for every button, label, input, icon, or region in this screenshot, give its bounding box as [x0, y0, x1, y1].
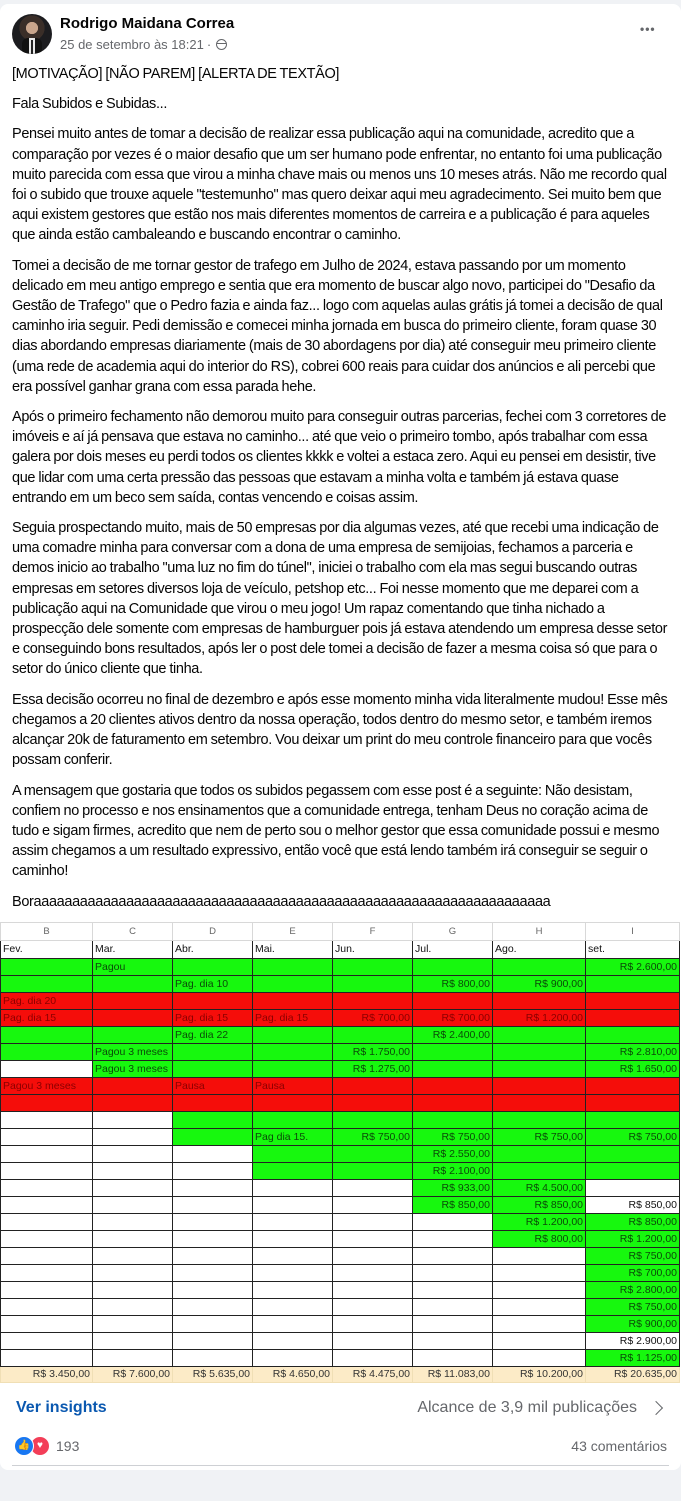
- table-row: [1, 1213, 680, 1230]
- table-cell: [1, 1332, 93, 1349]
- table-row: [1, 1094, 680, 1111]
- table-cell: [493, 1162, 586, 1179]
- table-cell: R$ 2.600,00: [586, 958, 680, 975]
- table-cell: [493, 1077, 586, 1094]
- divider: [12, 1465, 669, 1466]
- post-paragraph: Seguia prospectando muito, mais de 50 empresas por dia algumas vezes, até que recebi uma indicação de uma comadre minha para conversar com a dona de uma empresa de semijoias, fechamos a parceria e demos inicio ao trabalho "uma luz no fim do túnel", iniciei o trabalho com ela mas segui buscando outras empresas em setores diversos loja de veículo, petshop etc... Foi nesse momento que me deparei com a publicação aqui na Comunidade que virou o meu jogo! Um rapaz comentando que tinha nichado a prospecção dele somente com empresas de hamburguer pois já estava atendendo um empresa desse setor e conseguindo bons resultados, após ler o post dele tomei a decisão de fazer a mesma coisa só que para o setor do único cliente que tinha.: [12, 520, 668, 678]
- totals-row: [1, 1366, 680, 1382]
- table-cell: [586, 1026, 680, 1043]
- table-cell: R$ 750,00: [586, 1128, 680, 1145]
- table-cell: R$ 900,00: [586, 1315, 680, 1332]
- table-cell: [333, 1179, 413, 1196]
- table-cell: [173, 1315, 253, 1332]
- table-cell: R$ 1.200,00: [493, 1009, 586, 1026]
- table-cell: [493, 1298, 586, 1315]
- table-cell: [93, 1128, 173, 1145]
- month-header: Fev.: [1, 940, 93, 958]
- table-cell: [1, 1043, 93, 1060]
- table-cell: [1, 1162, 93, 1179]
- table-cell: R$ 2.400,00: [413, 1026, 493, 1043]
- table-cell: [493, 1026, 586, 1043]
- table-cell: R$ 850,00: [413, 1196, 493, 1213]
- column-letter: C: [93, 922, 173, 940]
- table-cell: R$ 2.900,00: [586, 1332, 680, 1349]
- table-cell: R$ 700,00: [333, 1009, 413, 1026]
- table-cell: Pag. dia 15: [173, 1009, 253, 1026]
- month-header-row: [1, 940, 680, 958]
- table-row: [1, 1349, 680, 1366]
- post-paragraph: Fala Subidos e Subidas...: [12, 96, 167, 113]
- table-cell: [253, 1111, 333, 1128]
- table-cell: [1, 958, 93, 975]
- table-cell: [93, 1026, 173, 1043]
- table-cell: [93, 1162, 173, 1179]
- post-paragraph: A mensagem que gostaria que todos os subidos pegassem com esse post é a seguinte: Não desistam, confiem no processo e nos ensinamentos que a comunidade entrega, tenham Deus no coração acima de tudo e sigam firmes, acredito que nem de perto sou o melhor gestor que essa comunidade possui e mesmo assim chegamos a um resultado expressivo, então você que está lendo também irá conseguir se seguir o caminho!: [12, 782, 660, 880]
- table-cell: [493, 1043, 586, 1060]
- table-cell: [93, 1077, 173, 1094]
- post-header: [0, 4, 681, 64]
- table-cell: [253, 1094, 333, 1111]
- table-cell: [253, 1315, 333, 1332]
- table-cell: [173, 1247, 253, 1264]
- table-cell: [253, 1060, 333, 1077]
- table-cell: [493, 1145, 586, 1162]
- table-cell: [253, 1162, 333, 1179]
- table-cell: [586, 1179, 680, 1196]
- table-cell: [1, 1094, 93, 1111]
- table-cell: [253, 1196, 333, 1213]
- spreadsheet-table: [0, 922, 680, 1383]
- table-cell: [493, 958, 586, 975]
- post-timestamp[interactable]: 25 de setembro às 18:21: [60, 37, 204, 52]
- table-cell: [333, 1230, 413, 1247]
- table-cell: [253, 1349, 333, 1366]
- post-paragraph: [MOTIVAÇÃO] [NÃO PAREM] [ALERTA DE TEXTÃO]: [12, 66, 340, 82]
- month-header: set.: [586, 940, 680, 958]
- table-cell: R$ 1.750,00: [333, 1043, 413, 1060]
- table-cell: [173, 1179, 253, 1196]
- total-cell: R$ 5.635,00: [173, 1366, 253, 1382]
- table-cell: Pag. dia 10: [173, 975, 253, 992]
- more-options-icon[interactable]: •••: [640, 22, 656, 36]
- table-cell: [1, 975, 93, 992]
- column-letter: I: [586, 922, 680, 940]
- table-cell: R$ 700,00: [586, 1264, 680, 1281]
- table-cell: [93, 1281, 173, 1298]
- table-cell: R$ 4.500,00: [493, 1179, 586, 1196]
- table-cell: [413, 1349, 493, 1366]
- table-cell: R$ 700,00: [413, 1009, 493, 1026]
- table-cell: [173, 958, 253, 975]
- table-cell: Pag. dia 15: [253, 1009, 333, 1026]
- post-paragraph: Boraaaaaaaaaaaaaaaaaaaaaaaaaaaaaaaaaaaaaaaaaaaaaaaaaaaaaaaaaaaaaaaaaaa: [12, 893, 551, 910]
- table-row: [1, 1230, 680, 1247]
- table-cell: [93, 1349, 173, 1366]
- table-cell: [333, 992, 413, 1009]
- table-cell: Pag. dia 15: [1, 1009, 93, 1026]
- table-cell: [173, 1264, 253, 1281]
- reactions-summary[interactable]: [14, 1436, 79, 1456]
- table-cell: Pagou: [93, 958, 173, 975]
- column-letters-row: [1, 922, 680, 940]
- table-cell: [333, 975, 413, 992]
- table-row: [1, 1281, 680, 1298]
- table-cell: [253, 1145, 333, 1162]
- table-cell: [333, 1349, 413, 1366]
- table-cell: [413, 1298, 493, 1315]
- love-icon: ♥: [30, 1436, 50, 1456]
- table-cell: [413, 1060, 493, 1077]
- table-cell: [1, 1281, 93, 1298]
- table-cell: R$ 933,00: [413, 1179, 493, 1196]
- post-body: [0, 64, 681, 912]
- table-cell: [493, 1247, 586, 1264]
- column-letter: B: [1, 922, 93, 940]
- table-cell: [333, 1247, 413, 1264]
- post-paragraph: Essa decisão ocorreu no final de dezembro e após esse momento minha vida literalmente mudou! Esse mês chegamos a 20 clientes ativos dentro da nossa operação, todos dentro do mesmo setor, e também iremos alcançar 20k de faturamento em setembro. Vou deixar um print do meu controle financeiro para que vocês possam conferir.: [12, 691, 668, 769]
- table-cell: [493, 1264, 586, 1281]
- table-cell: R$ 1.200,00: [493, 1213, 586, 1230]
- table-cell: [333, 1094, 413, 1111]
- table-cell: [93, 1230, 173, 1247]
- globe-icon[interactable]: [216, 39, 227, 50]
- table-cell: [586, 975, 680, 992]
- table-cell: [1, 1264, 93, 1281]
- author-avatar[interactable]: [12, 14, 52, 54]
- table-cell: [173, 992, 253, 1009]
- post-meta: [60, 37, 227, 52]
- table-cell: [413, 958, 493, 975]
- table-cell: R$ 850,00: [586, 1213, 680, 1230]
- reactions-row: [0, 1419, 681, 1457]
- table-cell: [93, 1264, 173, 1281]
- spreadsheet-image[interactable]: [0, 922, 681, 1383]
- table-cell: [493, 1094, 586, 1111]
- table-cell: [93, 1247, 173, 1264]
- column-letter: E: [253, 922, 333, 940]
- table-cell: R$ 850,00: [586, 1196, 680, 1213]
- table-cell: [93, 1332, 173, 1349]
- month-header: Jun.: [333, 940, 413, 958]
- table-cell: [586, 1094, 680, 1111]
- total-cell: R$ 11.083,00: [413, 1366, 493, 1382]
- table-row: [1, 1298, 680, 1315]
- table-cell: [1, 1145, 93, 1162]
- table-cell: [413, 1213, 493, 1230]
- post-paragraph: Pensei muito antes de tomar a decisão de realizar essa publicação aqui na comunidade, acredito que a comparação por vezes é o maior desafio que um ser humano pode enfrentar, no entanto foi uma publicação muito parecida com essa que virou a minha chave mais ou menos uns 10 meses atrás. Não me recordo qual foi o subido que trouxe aquele "testemunho" mas quero deixar aqui meu agradecimento. Sei muito bem que aqui existem gestores que estão nos mais diferentes momentos de carreira e a publicação é para aqueles que ainda estão cambaleando e buscando encontrar o caminho.: [12, 126, 667, 244]
- table-cell: R$ 750,00: [586, 1298, 680, 1315]
- table-cell: [413, 1281, 493, 1298]
- table-row: [1, 1145, 680, 1162]
- table-cell: [413, 1111, 493, 1128]
- table-cell: [93, 1298, 173, 1315]
- table-cell: [493, 992, 586, 1009]
- table-cell: [173, 1128, 253, 1145]
- table-cell: [173, 1298, 253, 1315]
- author-name[interactable]: Rodrigo Maidana Correa: [60, 15, 235, 32]
- table-cell: [173, 1060, 253, 1077]
- table-cell: [586, 992, 680, 1009]
- table-cell: [333, 1196, 413, 1213]
- table-cell: [586, 1145, 680, 1162]
- table-cell: [93, 1111, 173, 1128]
- table-cell: R$ 1.275,00: [333, 1060, 413, 1077]
- table-cell: [93, 1009, 173, 1026]
- month-header: Ago.: [493, 940, 586, 958]
- table-cell: [1, 1179, 93, 1196]
- table-cell: [333, 1213, 413, 1230]
- table-cell: [173, 1213, 253, 1230]
- table-cell: [1, 1128, 93, 1145]
- table-cell: [1, 1247, 93, 1264]
- table-cell: [333, 1077, 413, 1094]
- table-row: [1, 992, 680, 1009]
- table-cell: [173, 1162, 253, 1179]
- table-cell: [586, 1162, 680, 1179]
- table-cell: [253, 1332, 333, 1349]
- table-cell: R$ 1.125,00: [586, 1349, 680, 1366]
- table-cell: R$ 800,00: [493, 1230, 586, 1247]
- table-cell: R$ 800,00: [413, 975, 493, 992]
- table-cell: [333, 1111, 413, 1128]
- reach-link[interactable]: [417, 1399, 661, 1417]
- month-header: Abr.: [173, 940, 253, 958]
- table-cell: [173, 1332, 253, 1349]
- total-cell: R$ 4.475,00: [333, 1366, 413, 1382]
- reach-label: Alcance de 3,9 mil publicações: [417, 1398, 637, 1416]
- table-row: [1, 1179, 680, 1196]
- column-letter: F: [333, 922, 413, 940]
- table-cell: R$ 750,00: [333, 1128, 413, 1145]
- table-cell: [253, 1043, 333, 1060]
- table-cell: [413, 1043, 493, 1060]
- table-cell: [173, 1145, 253, 1162]
- table-cell: [173, 1043, 253, 1060]
- table-cell: [413, 1077, 493, 1094]
- chevron-right-icon: [649, 1401, 663, 1415]
- table-cell: [253, 1179, 333, 1196]
- table-cell: [93, 1145, 173, 1162]
- table-cell: R$ 750,00: [493, 1128, 586, 1145]
- table-cell: [253, 1247, 333, 1264]
- table-cell: [93, 1213, 173, 1230]
- total-cell: R$ 3.450,00: [1, 1366, 93, 1382]
- table-cell: [1, 1060, 93, 1077]
- table-cell: [413, 1094, 493, 1111]
- column-letter: H: [493, 922, 586, 940]
- table-cell: R$ 1.200,00: [586, 1230, 680, 1247]
- table-cell: [413, 1264, 493, 1281]
- table-cell: [253, 1213, 333, 1230]
- table-cell: [173, 1111, 253, 1128]
- table-cell: [1, 1196, 93, 1213]
- month-header: Mar.: [93, 940, 173, 958]
- table-row: [1, 1111, 680, 1128]
- table-cell: [173, 1230, 253, 1247]
- table-cell: R$ 750,00: [413, 1128, 493, 1145]
- table-cell: [253, 1230, 333, 1247]
- table-cell: [413, 1230, 493, 1247]
- view-insights-link[interactable]: Ver insights: [16, 1398, 107, 1416]
- table-row: [1, 975, 680, 992]
- table-row: [1, 1196, 680, 1213]
- table-cell: [1, 1026, 93, 1043]
- table-cell: Pag. dia 22: [173, 1026, 253, 1043]
- table-cell: R$ 2.800,00: [586, 1281, 680, 1298]
- table-cell: [253, 992, 333, 1009]
- table-row: [1, 1060, 680, 1077]
- table-cell: [413, 1315, 493, 1332]
- table-cell: Pagou 3 meses: [93, 1043, 173, 1060]
- table-cell: R$ 2.100,00: [413, 1162, 493, 1179]
- like-icon: 👍: [14, 1436, 34, 1456]
- table-cell: [253, 1298, 333, 1315]
- table-cell: R$ 900,00: [493, 975, 586, 992]
- table-cell: [93, 975, 173, 992]
- post-paragraph: Tomei a decisão de me tornar gestor de trafego em Julho de 2024, estava passando por um momento delicado em meu antigo emprego e sentia que era momento de buscar algo novo, participei do "Desafio da Gestão de Trafego" que o Pedro fazia e ainda faz... logo com aquelas aulas grátis já tomei a decisão de qual caminho iria seguir. Pedi demissão e comecei minha jornada em busca do primeiro cliente, foram quase 30 dias abordando empresas diariamente (mais de 30 abordagens por dia) até conseguir meu primeiro cliente (uma rede de academia aqui do interior do RS), cobrei 600 reais para cuidar dos anúncios e ali percebi que era possível ganhar grana com essa parada hehe.: [12, 257, 663, 395]
- table-cell: R$ 2.810,00: [586, 1043, 680, 1060]
- table-cell: [493, 1315, 586, 1332]
- table-cell: [93, 1315, 173, 1332]
- table-cell: Pagou 3 meses: [93, 1060, 173, 1077]
- table-row: [1, 1315, 680, 1332]
- total-cell: R$ 4.650,00: [253, 1366, 333, 1382]
- table-cell: [93, 992, 173, 1009]
- column-letter: D: [173, 922, 253, 940]
- table-cell: R$ 850,00: [493, 1196, 586, 1213]
- table-cell: [1, 1349, 93, 1366]
- table-cell: Pausa: [253, 1077, 333, 1094]
- table-cell: [333, 1026, 413, 1043]
- table-cell: [1, 1230, 93, 1247]
- table-row: [1, 1128, 680, 1145]
- table-cell: [413, 1247, 493, 1264]
- meta-separator: ·: [206, 37, 212, 52]
- table-cell: [1, 1111, 93, 1128]
- table-cell: [413, 992, 493, 1009]
- table-row: [1, 958, 680, 975]
- table-row: [1, 1264, 680, 1281]
- table-cell: [333, 1315, 413, 1332]
- table-cell: [493, 1349, 586, 1366]
- table-cell: Pagou 3 meses: [1, 1077, 93, 1094]
- table-row: [1, 1332, 680, 1349]
- table-cell: [493, 1332, 586, 1349]
- table-cell: [93, 1094, 173, 1111]
- total-cell: R$ 20.635,00: [586, 1366, 680, 1382]
- table-cell: R$ 750,00: [586, 1247, 680, 1264]
- table-cell: [173, 1349, 253, 1366]
- table-cell: [493, 1060, 586, 1077]
- table-cell: [493, 1281, 586, 1298]
- table-cell: [333, 958, 413, 975]
- table-cell: [586, 1077, 680, 1094]
- table-cell: [253, 975, 333, 992]
- table-cell: [333, 1145, 413, 1162]
- column-letter: G: [413, 922, 493, 940]
- table-cell: R$ 1.650,00: [586, 1060, 680, 1077]
- insights-row: [0, 1383, 681, 1419]
- comments-count[interactable]: 43 comentários: [571, 1437, 667, 1454]
- table-cell: [333, 1298, 413, 1315]
- table-row: [1, 1247, 680, 1264]
- table-cell: [1, 1298, 93, 1315]
- month-header: Jul.: [413, 940, 493, 958]
- table-cell: [253, 1264, 333, 1281]
- month-header: Mai.: [253, 940, 333, 958]
- table-cell: Pag. dia 20: [1, 992, 93, 1009]
- table-cell: [586, 1009, 680, 1026]
- table-cell: [333, 1281, 413, 1298]
- table-cell: [93, 1179, 173, 1196]
- table-row: [1, 1026, 680, 1043]
- post-paragraph: Após o primeiro fechamento não demorou muito para conseguir outras parcerias, fechei com 3 corretores de imóveis e aí já pensava que estava no caminho... até que veio o primeiro tombo, após trabalhar com essa galera por dois meses eu perdi todos os clientes kkkk e voltei a estaca zero. Aqui eu pensei em desistir, tive que lidar com uma certa pressão das pessoas que estavam a minha volta e também já estava quase entrando em um beco sem saída, contas vencendo e coisas assim.: [12, 409, 667, 506]
- table-cell: Pausa: [173, 1077, 253, 1094]
- table-cell: [413, 1332, 493, 1349]
- post-card: [0, 4, 681, 1470]
- table-cell: [333, 1162, 413, 1179]
- total-cell: R$ 7.600,00: [93, 1366, 173, 1382]
- table-cell: [173, 1196, 253, 1213]
- total-cell: R$ 10.200,00: [493, 1366, 586, 1382]
- table-cell: R$ 2.550,00: [413, 1145, 493, 1162]
- table-cell: [333, 1332, 413, 1349]
- avatar-tie: [31, 40, 33, 54]
- table-cell: [93, 1196, 173, 1213]
- table-cell: Pag dia 15.: [253, 1128, 333, 1145]
- table-cell: [253, 1026, 333, 1043]
- reaction-count: 193: [56, 1437, 80, 1454]
- table-cell: [493, 1111, 586, 1128]
- table-cell: [1, 1213, 93, 1230]
- table-cell: [1, 1315, 93, 1332]
- table-row: [1, 1077, 680, 1094]
- table-cell: [173, 1281, 253, 1298]
- table-cell: [253, 958, 333, 975]
- table-cell: [253, 1281, 333, 1298]
- table-cell: [586, 1111, 680, 1128]
- table-row: [1, 1043, 680, 1060]
- table-row: [1, 1009, 680, 1026]
- table-cell: [333, 1264, 413, 1281]
- table-row: [1, 1162, 680, 1179]
- table-cell: [173, 1094, 253, 1111]
